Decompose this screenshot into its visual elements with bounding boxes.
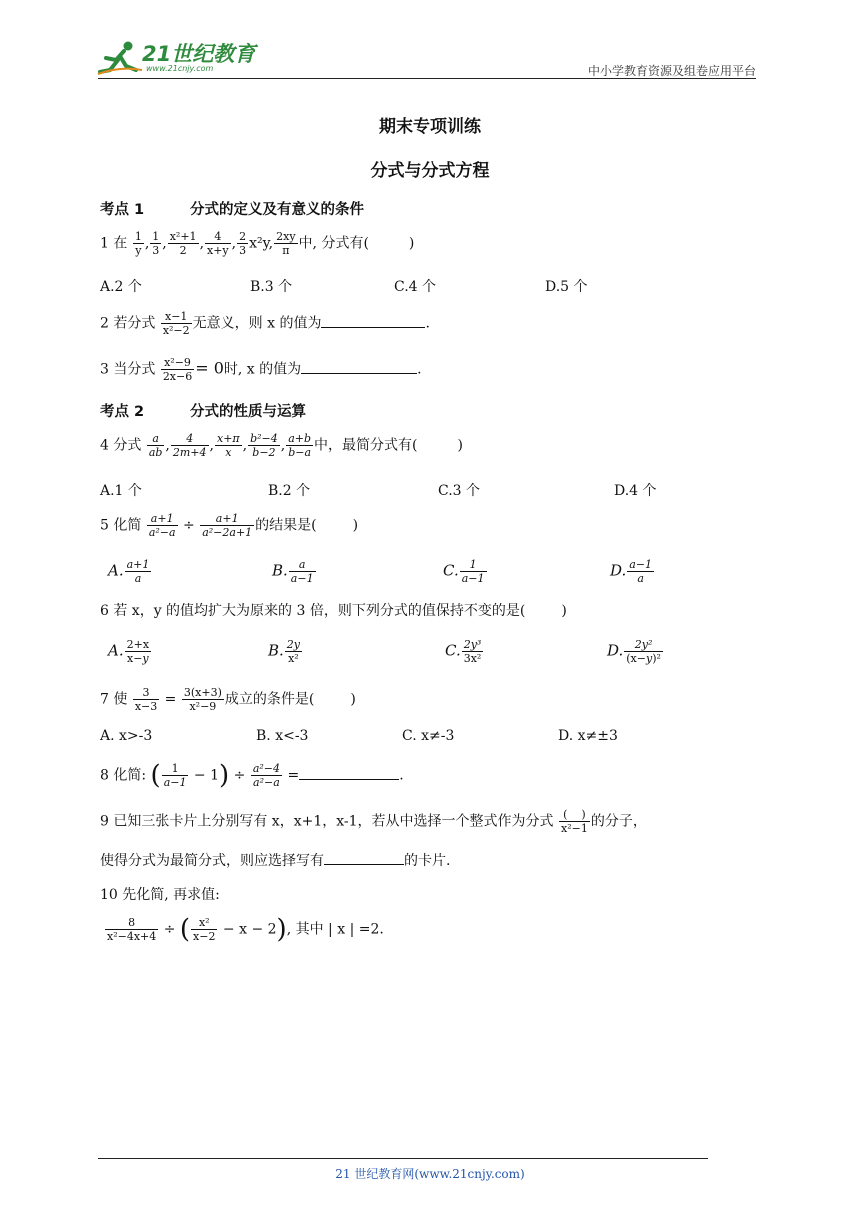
q6-text: 6 若 x，y 的值均扩大为原来的 3 倍，则下列分式的值保持不变的是(	[100, 603, 526, 619]
q10-suffix: , 其中 | x | =2.	[286, 921, 384, 938]
q2-prefix: 2 若分式	[100, 315, 156, 332]
q4-close: )	[457, 437, 463, 454]
q5-close: )	[352, 517, 359, 534]
question-8: 8 化简: ( $\frac{1}{a-1}$ − 1) ÷ $\frac{\text{a²−4}}{\text{a²−a}}$ = .	[100, 760, 404, 791]
question-9-line-1	[100, 808, 647, 835]
section-title: 分式的定义及有意义的条件	[190, 202, 364, 218]
section-heading-1	[100, 198, 364, 219]
q7-close: )	[350, 691, 356, 708]
q5-option-a[interactable]: A. $\frac{a+1}{a}$	[108, 558, 150, 585]
q1-option-c[interactable]: C.4 个	[394, 279, 437, 295]
question-6	[100, 600, 567, 620]
expr-frac: $\frac{1}{y}$	[134, 230, 142, 257]
q4-option-a[interactable]: A.1 个	[100, 483, 142, 499]
q1-close: )	[408, 235, 415, 252]
footer-text[interactable]: 21 世纪教育网(www.21cnjy.com)	[335, 1167, 525, 1181]
question-10-line-1: 10 先化简, 再求值:	[100, 887, 220, 903]
expr-frac: $\frac{1}{a-1}$	[163, 762, 187, 789]
q8-prefix: 8 化简:	[100, 767, 147, 784]
q7-option-a[interactable]: A. x>-3	[100, 728, 153, 744]
expr-frac: $\frac{3}{x-3}$	[134, 686, 158, 713]
section-heading-2	[100, 400, 306, 421]
q2-end: .	[425, 315, 430, 332]
expr-frac: $\frac{x+\pi}{x}$	[216, 432, 240, 459]
q5-option-b[interactable]: B. $\frac{a}{a-1}$	[272, 558, 314, 585]
q7-prefix: 7 使	[100, 691, 128, 708]
expr-frac: $\frac{\text{x²−9}}{2x-6}$	[162, 356, 193, 383]
q5-suffix: 的结果是(	[255, 517, 317, 534]
question-10-expression: $\frac{8}{\text{x²−4x+4}}$ ÷ ( $\frac{\text{x²}}{x-2}$ − x − 2), 其中 | x | =2.	[107, 914, 384, 945]
question-1: 1 在 $\frac{1}{y}$ , $\frac{1}{3}$ , $\frac{\text{x²+1}}{2}$ , $\frac{4}{x+y}$ , $\frac{2}{3}$ x²y, $\frac{2xy}{\pi}$ 中, 分式有( )	[100, 230, 415, 257]
expr-frac: $\frac{a+1}{\text{a²−2a+1}}$	[202, 512, 253, 539]
expr-frac: $\frac{( )}{\text{x²−1}}$	[560, 808, 588, 835]
expr-frac: $\frac{a}{ab}$	[148, 432, 163, 459]
header-divider	[98, 78, 756, 79]
q9-line1: 9 已知三张卡片上分别写有 x，x+1，x-1，若从中选择一个整式作为分式	[100, 813, 554, 830]
question-4: 4 分式 $\frac{a}{ab}$ , $\frac{4}{2m+4}$ , $\frac{x+\pi}{x}$ , $\frac{\text{b²−4}}{b-2}$ , $\frac{a+b}{b-a}$ 中，最简分式有( )	[100, 432, 463, 459]
expr-frac: $\frac{4}{2m+4}$	[172, 432, 207, 459]
question-5: 5 化简 $\frac{a+1}{\text{a²−a}}$ ÷ $\frac{a+1}{\text{a²−2a+1}}$ 的结果是( )	[100, 512, 359, 539]
expr-frac: $\frac{4}{x+y}$	[207, 230, 229, 257]
q5-option-c[interactable]: C. $\frac{1}{a-1}$	[443, 558, 485, 585]
q1-option-d[interactable]: D.5 个	[545, 279, 588, 295]
expr-frac: $\frac{x-1}{\text{x²−2}}$	[162, 310, 190, 337]
q1-option-a[interactable]: A.2 个	[100, 279, 142, 295]
expr-frac: $\frac{\text{b²−4}}{b-2}$	[250, 432, 278, 459]
q6-option-b[interactable]: B. $\frac{2y}{\text{x²}}$	[268, 638, 301, 665]
q3-eq: = 0	[195, 358, 224, 378]
answer-blank[interactable]	[321, 327, 425, 328]
page-subtitle: 分式与分式方程	[370, 161, 490, 181]
expr-frac: $\frac{2xy}{\pi}$	[276, 230, 296, 257]
q5-option-d[interactable]: D. $\frac{a-1}{a}$	[610, 558, 653, 585]
q4-option-c[interactable]: C.3 个	[438, 483, 481, 499]
q7-option-b[interactable]: B. x<-3	[256, 728, 309, 744]
q9-line2-a: 使得分式为最简分式，则应选择写有	[100, 853, 324, 869]
q6-option-d[interactable]: D. $\frac{\text{2y²}}{\text{(x−y)²}}$	[607, 638, 661, 665]
expr-frac: $\frac{8}{\text{x²−4x+4}}$	[107, 916, 157, 943]
section-title: 分式的性质与运算	[190, 404, 306, 420]
answer-blank[interactable]	[301, 373, 417, 374]
logo-url: www.21cnjy.com	[146, 64, 214, 73]
logo-title: 21世纪教育	[142, 42, 256, 66]
q1-suffix: 中, 分式有(	[298, 235, 369, 252]
question-3	[100, 356, 422, 383]
q4-prefix: 4 分式	[100, 437, 142, 454]
q4-option-d[interactable]: D.4 个	[614, 483, 657, 499]
q1-prefix: 1 在	[100, 235, 128, 252]
expr-frac: $\frac{2}{3}$	[239, 230, 247, 257]
answer-blank[interactable]	[324, 864, 404, 865]
expr-frac: $\frac{1}{3}$	[152, 230, 160, 257]
expr-frac: $\frac{a+1}{\text{a²−a}}$	[148, 512, 176, 539]
q8-end: .	[399, 767, 404, 784]
question-7: 7 使 $\frac{3}{x-3}$ = $\frac{3(x+3)}{\text{x²−9}}$ 成立的条件是( )	[100, 686, 356, 713]
header-platform-text: 中小学教育资源及组卷应用平台	[587, 64, 756, 78]
expr-frac: $\frac{\text{x²}}{x-2}$	[193, 916, 216, 943]
q7-suffix: 成立的条件是(	[224, 691, 315, 708]
question-2	[100, 310, 430, 337]
page-title: 期末专项训练	[379, 117, 481, 137]
q7-option-d[interactable]: D. x≠±3	[558, 728, 618, 744]
q6-close: )	[561, 603, 567, 619]
q7-option-c[interactable]: C. x≠-3	[402, 728, 455, 744]
expr-frac: $\frac{3(x+3)}{\text{x²−9}}$	[183, 686, 222, 713]
q6-option-c[interactable]: C. $\frac{\text{2y³}}{\text{3x²}}$	[445, 638, 482, 665]
q9-line2-b: 的卡片.	[404, 853, 451, 869]
q3-end: .	[417, 361, 422, 378]
section-label: 考点 1	[100, 202, 145, 218]
footer-divider	[98, 1158, 708, 1159]
q4-suffix: 中，最简分式有(	[314, 437, 418, 454]
expr-frac: $\frac{\text{a²−4}}{\text{a²−a}}$	[252, 762, 280, 789]
q9-line1-end: 的分子，	[590, 813, 647, 830]
answer-blank[interactable]	[299, 779, 399, 780]
q2-suffix: 无意义，则 x 的值为	[192, 315, 322, 332]
q1-option-b[interactable]: B.3 个	[250, 279, 293, 295]
site-logo	[96, 40, 256, 76]
runner-logo-icon	[96, 40, 144, 76]
expr-frac: $\frac{a+b}{b-a}$	[288, 432, 312, 459]
question-9-line-2	[100, 850, 450, 870]
q3-prefix: 3 当分式	[100, 361, 156, 378]
q4-option-b[interactable]: B.2 个	[268, 483, 311, 499]
q3-suffix: 时, x 的值为	[223, 361, 302, 378]
section-label: 考点 2	[100, 404, 145, 420]
expr-frac: $\frac{\text{x²+1}}{2}$	[169, 230, 197, 257]
q6-option-a[interactable]: A. $\frac{2+x}{x-y}$	[108, 638, 150, 665]
q5-prefix: 5 化简	[100, 517, 142, 534]
